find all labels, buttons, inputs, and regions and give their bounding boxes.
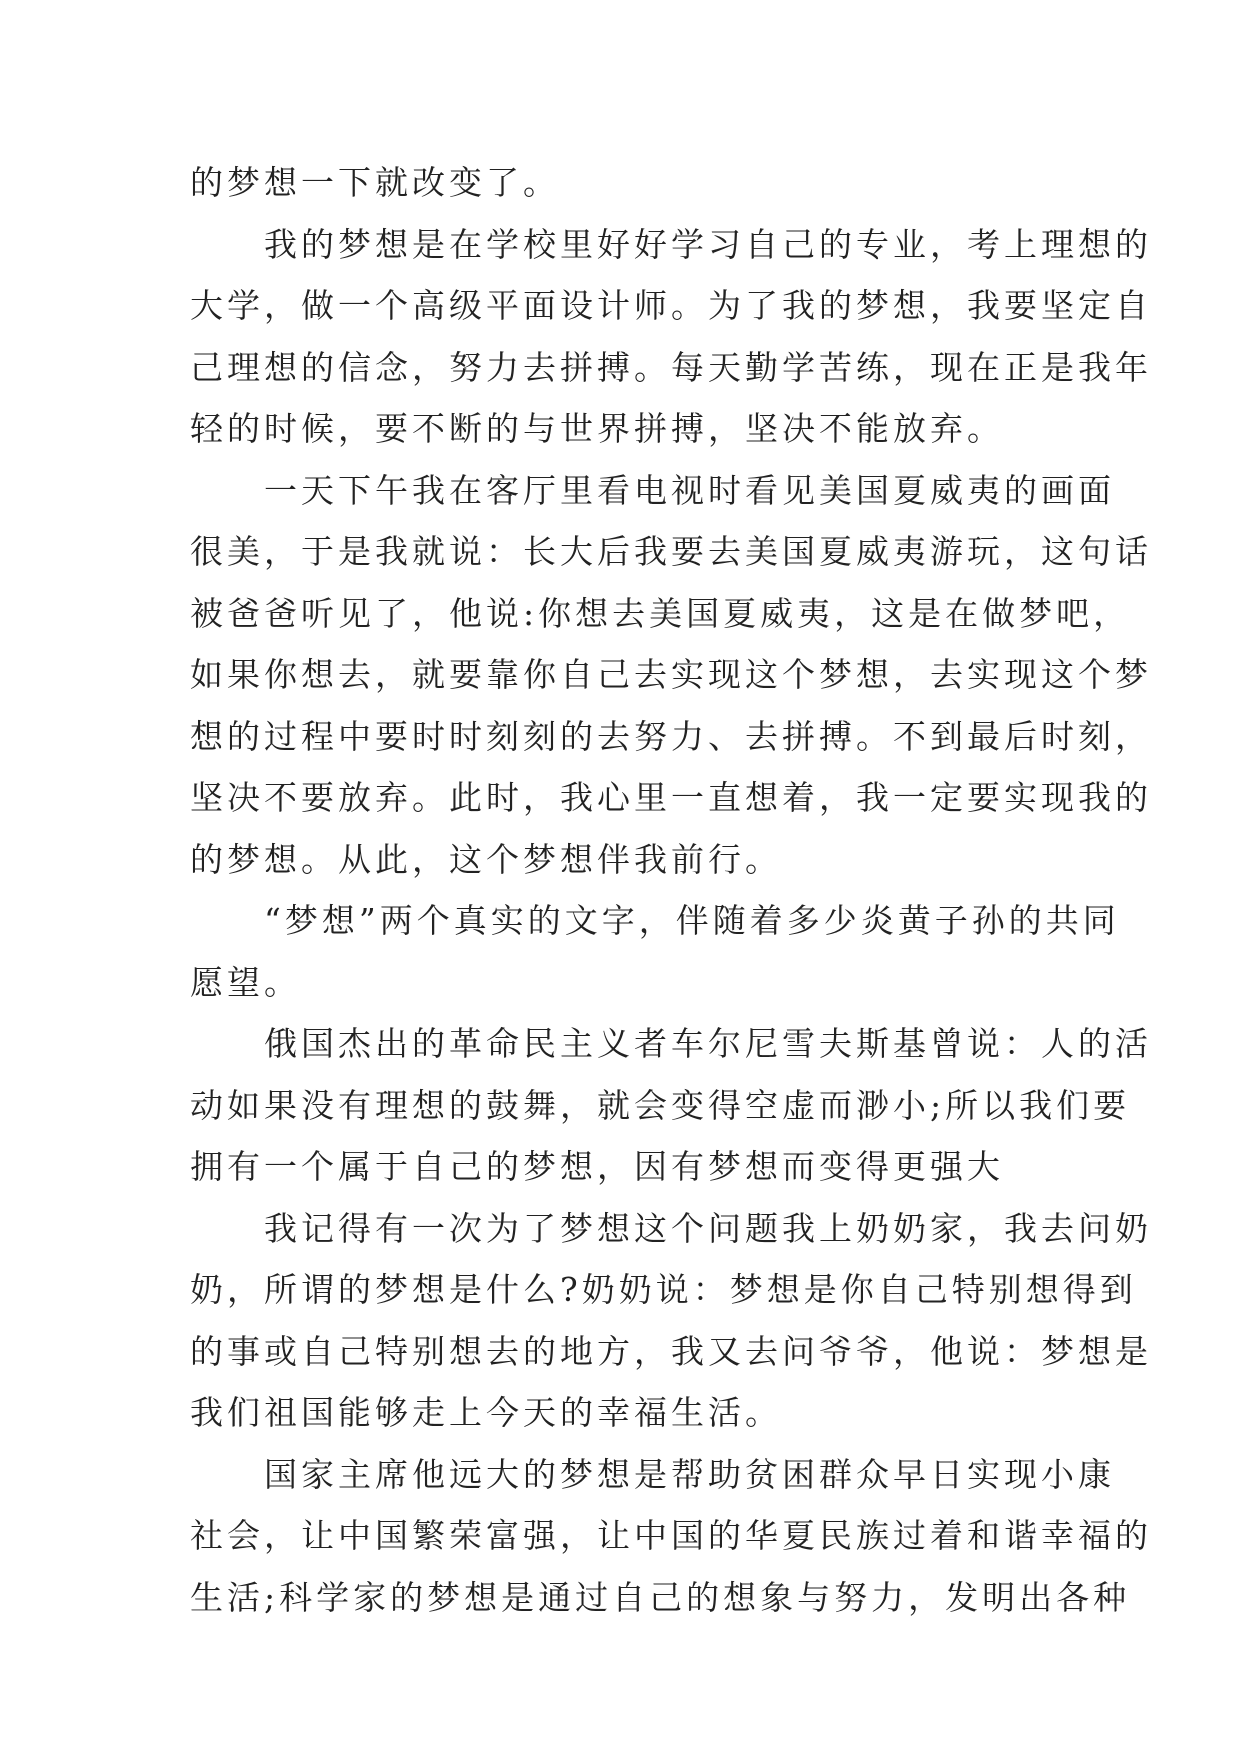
text-line-18: 我记得有一次为了梦想这个问题我上奶奶家，我去问奶 bbox=[264, 1208, 1152, 1248]
text-line-22: 国家主席他远大的梦想是帮助贫困群众早日实现小康 bbox=[264, 1454, 1115, 1494]
text-line-4: 己理想的信念，努力去拼搏。每天勤学苦练，现在正是我年 bbox=[190, 347, 1152, 387]
text-line-24: 生活;科学家的梦想是通过自己的想象与努力，发明出各种 bbox=[190, 1577, 1131, 1617]
text-line-23: 社会，让中国繁荣富强，让中国的华夏民族过着和谐幸福的 bbox=[190, 1516, 1152, 1555]
text-line-8: 被爸爸听见了，他说:你想去美国夏威夷，这是在做梦吧， bbox=[190, 593, 1131, 633]
text-line-19: 奶，所谓的梦想是什么?奶奶说：梦想是你自己特别想得到 bbox=[190, 1270, 1137, 1309]
text-line-12: 的梦想。从此，这个梦想伴我前行。 bbox=[190, 839, 782, 879]
text-line-17: 拥有一个属于自己的梦想，因有梦想而变得更强大 bbox=[190, 1147, 1004, 1186]
text-line-13: “梦想”两个真实的文字，伴随着多少炎黄子孙的共同 bbox=[264, 901, 1120, 940]
text-line-16: 动如果没有理想的鼓舞，就会变得空虚而渺小;所以我们要 bbox=[190, 1085, 1131, 1125]
text-line-21: 我们祖国能够走上今天的幸福生活。 bbox=[190, 1393, 782, 1432]
text-line-1: 的梦想一下就改变了。 bbox=[190, 163, 560, 202]
text-line-20: 的事或自己特别想去的地方，我又去问爷爷，他说：梦想是 bbox=[190, 1331, 1152, 1371]
body-text bbox=[190, 152, 1152, 1628]
text-line-7: 很美，于是我就说：长大后我要去美国夏威夷游玩，这句话 bbox=[190, 532, 1152, 571]
text-line-2: 我的梦想是在学校里好好学习自己的专业，考上理想的 bbox=[264, 224, 1152, 264]
text-line-9: 如果你想去，就要靠你自己去实现这个梦想，去实现这个梦 bbox=[190, 655, 1152, 694]
text-line-14: 愿望。 bbox=[190, 962, 301, 1002]
text-line-10: 想的过程中要时时刻刻的去努力、去拼搏。不到最后时刻， bbox=[190, 716, 1152, 756]
text-line-3: 大学，做一个高级平面设计师。为了我的梦想，我要坚定自 bbox=[190, 286, 1152, 325]
text-line-6: 一天下午我在客厅里看电视时看见美国夏威夷的画面 bbox=[264, 470, 1115, 510]
text-line-15: 俄国杰出的革命民主义者车尔尼雪夫斯基曾说：人的活 bbox=[264, 1024, 1152, 1063]
text-line-11: 坚决不要放弃。此时，我心里一直想着，我一定要实现我的 bbox=[190, 778, 1152, 817]
text-line-5: 轻的时候，要不断的与世界拼搏，坚决不能放弃。 bbox=[190, 409, 1004, 448]
